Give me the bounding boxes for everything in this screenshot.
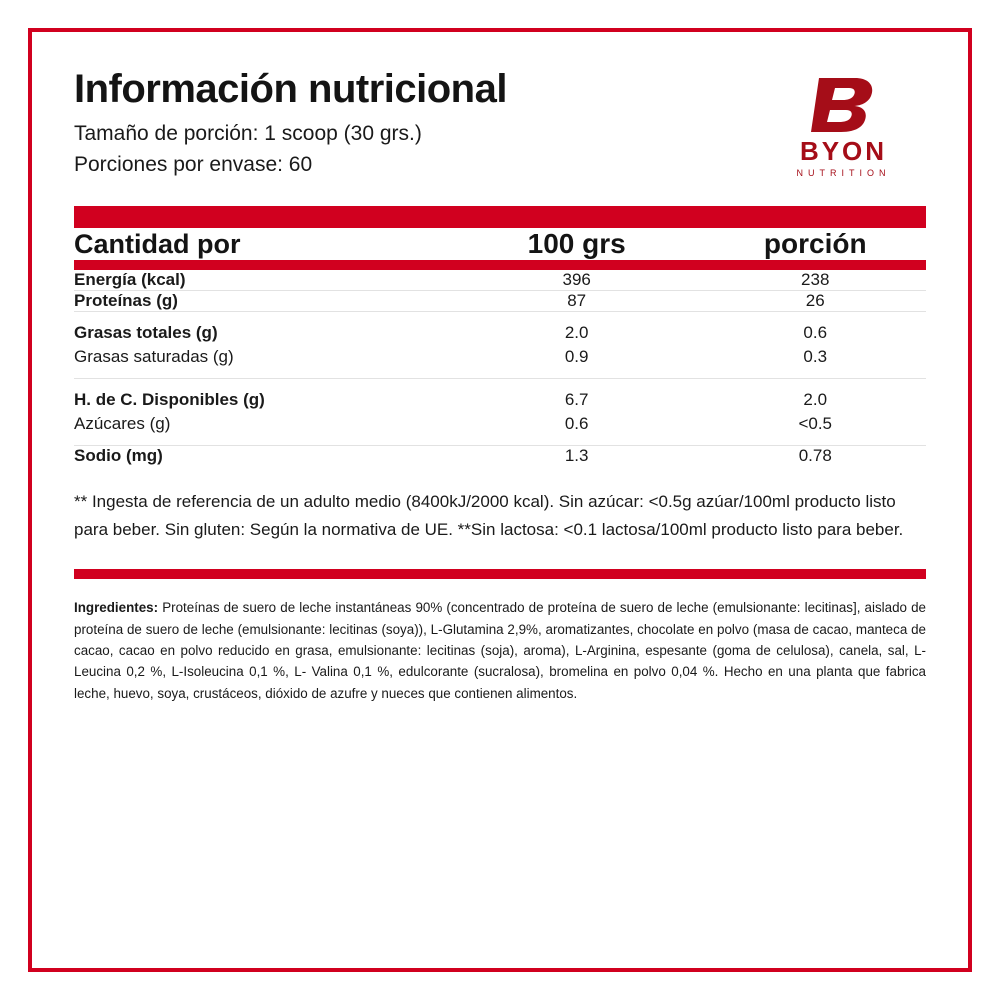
header-underline-bar <box>74 260 926 270</box>
header-cell-per-serving: porción <box>763 228 867 260</box>
nutrient-name: Grasas totales (g) <box>74 323 218 343</box>
label-panel <box>28 28 972 972</box>
nutrient-value-100g: 0.6 <box>564 414 589 434</box>
nutrient-value-100g: 2.0 <box>564 323 589 343</box>
nutrient-value-serving: <0.5 <box>798 414 833 434</box>
nutrient-group <box>74 446 926 467</box>
footnote-text: ** Ingesta de referencia de un adulto medio (8400kJ/2000 kcal). Sin azúcar: <0.5g azúar/100ml producto listo para beber. Sin gluten: Según la normativa de UE. **Sin lactosa: <0.1 lactosa/100ml producto listo para beber. <box>74 492 904 539</box>
nutrient-name: Azúcares (g) <box>74 414 171 434</box>
nutrient-name: Energía (kcal) <box>74 270 186 290</box>
ingredients-label: Ingredientes: <box>74 600 159 616</box>
table-row <box>74 379 926 413</box>
byon-b-mark-icon <box>805 74 883 136</box>
table-row <box>74 446 926 467</box>
nutrient-value-100g: 1.3 <box>564 446 589 466</box>
nutrition-table <box>74 228 926 260</box>
nutrient-name: Grasas saturadas (g) <box>74 347 234 367</box>
nutrient-value-serving: 2.0 <box>803 390 828 410</box>
table-row <box>74 345 926 379</box>
table-row <box>74 412 926 446</box>
nutrient-value-serving: 26 <box>805 291 825 311</box>
nutrient-value-serving: 0.6 <box>803 323 828 343</box>
brand-tagline: NUTRITION <box>796 168 891 178</box>
nutrient-value-serving: 0.3 <box>803 347 828 367</box>
table-header-row <box>74 228 926 260</box>
nutrient-group <box>74 291 926 312</box>
table-row <box>74 312 926 346</box>
nutrient-value-100g: 0.9 <box>564 347 589 367</box>
nutrition-values-table <box>74 270 926 466</box>
page-title: Información nutricional <box>74 67 507 111</box>
nutrient-group <box>74 312 926 379</box>
nutrient-group <box>74 270 926 291</box>
header-text-block <box>74 68 507 180</box>
top-accent-bar <box>74 206 926 228</box>
label-header <box>74 68 926 180</box>
nutrient-value-100g: 6.7 <box>564 390 589 410</box>
nutrient-value-100g: 396 <box>562 270 591 290</box>
brand-name: BYON <box>799 136 888 166</box>
nutrient-group <box>74 379 926 446</box>
nutrient-value-serving: 238 <box>801 270 830 290</box>
ingredients-accent-bar <box>74 569 926 579</box>
serving-size-text: Tamaño de porción: 1 scoop (30 grs.) <box>74 122 422 146</box>
table-row <box>74 291 926 312</box>
servings-per-container-text: Porciones por envase: 60 <box>74 152 313 176</box>
table-row <box>74 270 926 291</box>
nutrient-name: H. de C. Disponibles (g) <box>74 390 265 410</box>
nutrient-name: Sodio (mg) <box>74 446 163 466</box>
header-cell-per-100g: 100 grs <box>527 228 626 260</box>
nutrient-value-100g: 87 <box>567 291 587 311</box>
ingredients-paragraph <box>74 597 926 704</box>
ingredients-text: Proteínas de suero de leche instantáneas 90% (concentrado de proteína de suero de leche (emulsionante: lecitinas], aislado de proteína de suero de leche (emulsionante: lecitinas (soya)), L-Glutamina 2,9%, aromatizantes, chocolate en polvo (masa de cacao, manteca de cacao, cacao en polvo reducido en grasa, emulsionante: lecitinas (soja), aroma), L-Arginina, espesante (goma de celulosa), canela, sal, L- Leucina 0,2 %, L-Isoleucina 0,1 %, L- Valina 0,1 %, edulcorante (sucralosa), bromelina en polvo 0,04 %. Hecho en una planta que fabrica leche, huevo, soya, crustáceos, dióxido de azufre y nueces que contienen alimentos. <box>74 600 926 701</box>
header-cell-name: Cantidad por <box>74 228 241 259</box>
brand-logo <box>761 68 926 178</box>
nutrient-value-serving: 0.78 <box>798 446 832 466</box>
nutrient-name: Proteínas (g) <box>74 291 178 311</box>
